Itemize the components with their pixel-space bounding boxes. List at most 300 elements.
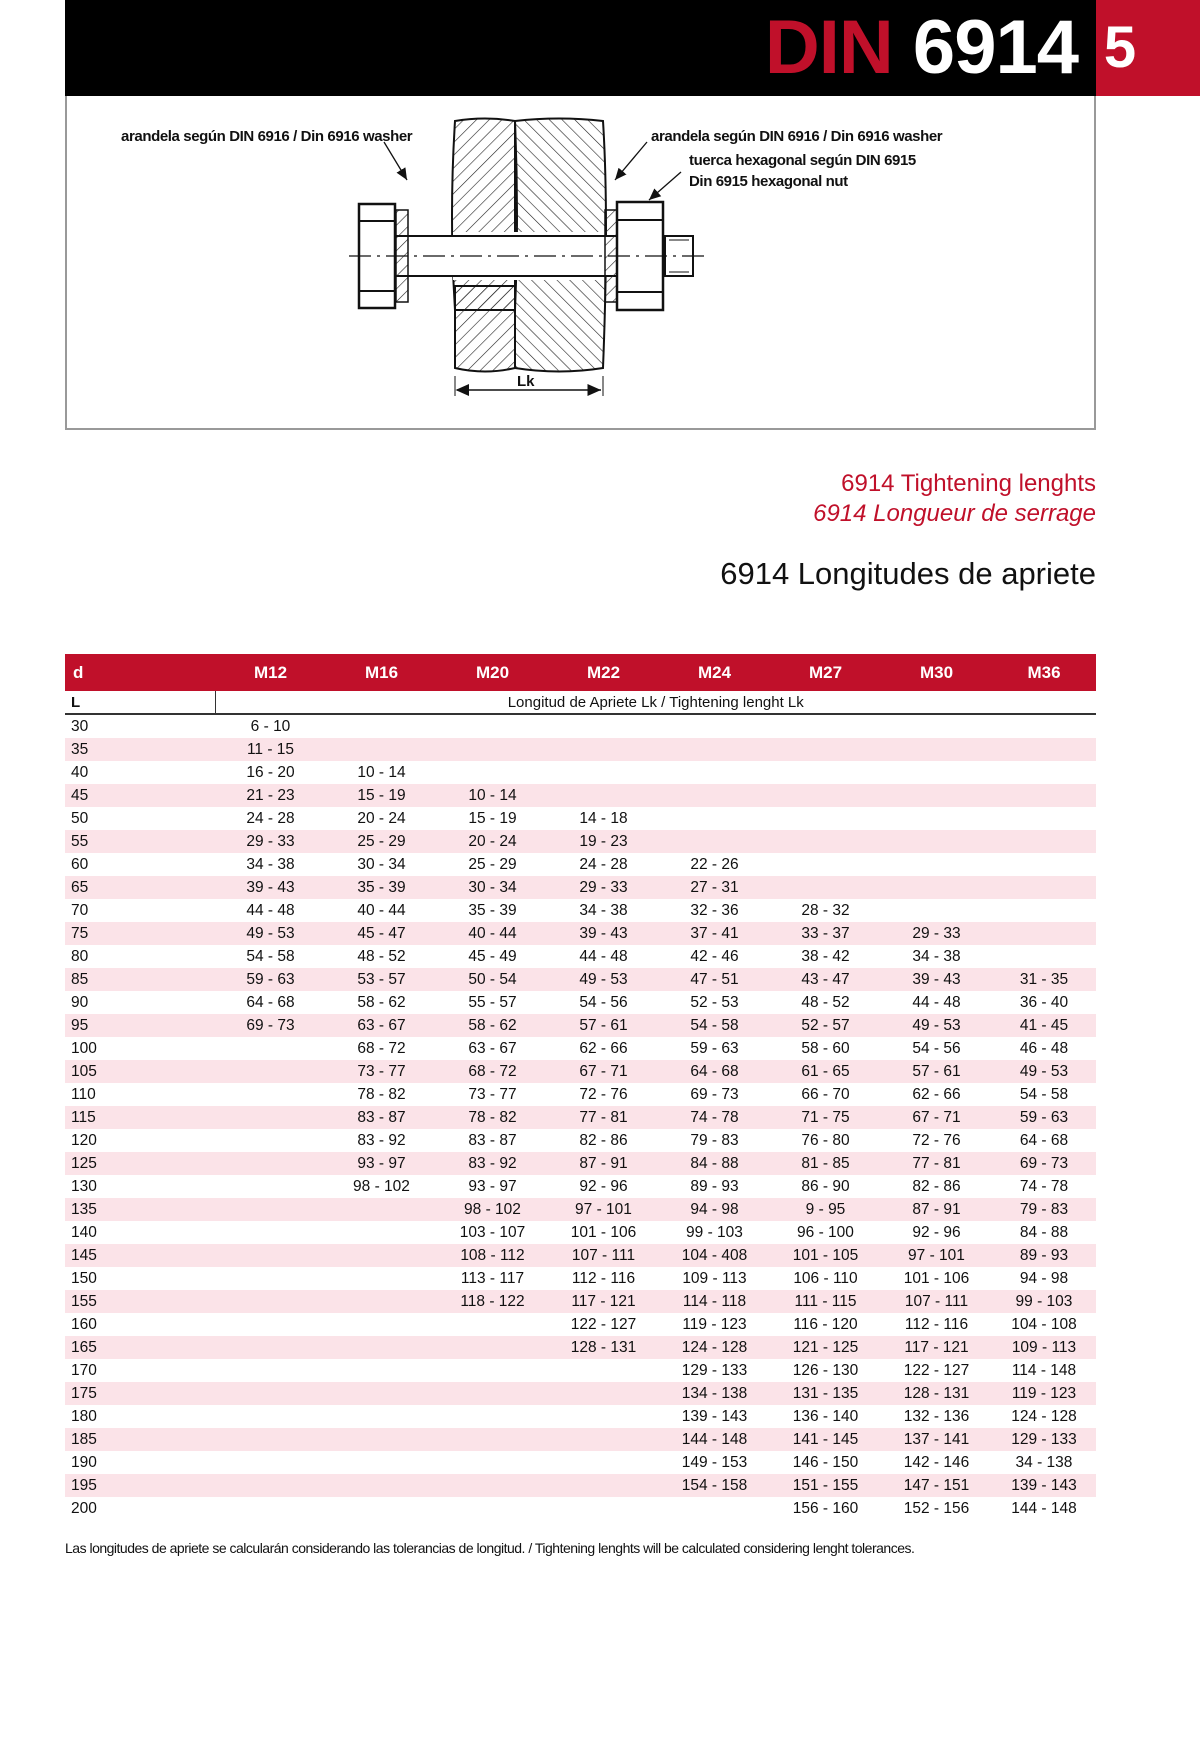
table-row [65, 1060, 1096, 1083]
cell-m24: 129 - 133 [681, 1361, 748, 1379]
cell-m24: 149 - 153 [681, 1453, 748, 1471]
cell-length-l: 150 [71, 1269, 97, 1287]
table-row [65, 1451, 1096, 1474]
cell-m16: 10 - 14 [357, 763, 406, 781]
cell-m30: 122 - 127 [903, 1361, 970, 1379]
cell-m36 [992, 830, 1096, 853]
header-d: d [65, 654, 215, 691]
cell-length-l: 65 [65, 876, 215, 899]
cell-m24: 52 - 53 [690, 993, 739, 1011]
cell-m16 [326, 1474, 437, 1497]
cell-m16: 83 - 87 [326, 1106, 437, 1129]
cell-m24: 59 - 63 [690, 1039, 739, 1057]
cell-length-l: 80 [71, 947, 89, 965]
table-row [65, 1336, 1096, 1359]
table-row [65, 1382, 1096, 1405]
cell-m30: 128 - 131 [881, 1382, 992, 1405]
cell-m16 [326, 1428, 437, 1451]
cell-m27: 61 - 65 [770, 1060, 881, 1083]
cell-length-l: 90 [71, 993, 89, 1011]
table-row [65, 830, 1096, 853]
cell-m36: 104 - 108 [1011, 1315, 1077, 1333]
cell-m30: 82 - 86 [912, 1177, 961, 1195]
cell-m20: 10 - 14 [437, 784, 548, 807]
cell-length-l: 85 [65, 968, 215, 991]
cell-m27: 33 - 37 [770, 922, 881, 945]
cell-m16 [326, 1313, 437, 1336]
cell-m24: 84 - 88 [659, 1152, 770, 1175]
cell-m30: 147 - 151 [881, 1474, 992, 1497]
table-row [65, 1497, 1096, 1520]
cell-length-l: 160 [71, 1315, 97, 1333]
table-row [65, 1106, 1096, 1129]
cell-m20 [437, 1405, 548, 1428]
cell-m36: 84 - 88 [1019, 1223, 1069, 1241]
cell-m36 [992, 761, 1096, 784]
cell-m24: 74 - 78 [659, 1106, 770, 1129]
cell-m24: 104 - 408 [659, 1244, 770, 1267]
cell-m36: 129 - 133 [992, 1428, 1096, 1451]
cell-length-l: 200 [71, 1499, 97, 1517]
cell-m30: 49 - 53 [881, 1014, 992, 1037]
cell-m30: 152 - 156 [903, 1499, 970, 1517]
cell-m12 [215, 1198, 326, 1221]
cell-m36: 144 - 148 [1011, 1499, 1077, 1517]
section-tab [1096, 0, 1200, 96]
cell-m27: 9 - 95 [770, 1198, 881, 1221]
table-row [65, 876, 1096, 899]
cell-m16: 20 - 24 [357, 809, 406, 827]
cell-m36: 94 - 98 [1019, 1269, 1069, 1287]
cell-m30: 132 - 136 [903, 1407, 970, 1425]
table-row [65, 1474, 1096, 1497]
cell-m16: 45 - 47 [326, 922, 437, 945]
title-din: DIN [764, 5, 893, 90]
cell-m22 [548, 1474, 659, 1497]
cell-m20: 55 - 57 [468, 993, 517, 1011]
cell-length-l: 145 [65, 1244, 215, 1267]
header-m36: M36 [992, 654, 1096, 691]
cell-m22: 44 - 48 [579, 947, 628, 965]
cell-m22: 122 - 127 [570, 1315, 637, 1333]
cell-m12 [215, 1175, 326, 1198]
cell-m22: 97 - 101 [548, 1198, 659, 1221]
cell-m30: 34 - 38 [912, 947, 961, 965]
cell-m30 [881, 714, 992, 738]
cell-length-l: 35 [65, 738, 215, 761]
cell-m16: 63 - 67 [326, 1014, 437, 1037]
cell-m12 [215, 1060, 326, 1083]
header-m27: M27 [770, 654, 881, 691]
cell-m20 [437, 761, 548, 784]
section-number: 5 [1103, 15, 1137, 80]
cell-m24: 47 - 51 [659, 968, 770, 991]
cell-m12 [215, 1474, 326, 1497]
cell-m12: 29 - 33 [215, 830, 326, 853]
cell-m12: 69 - 73 [215, 1014, 326, 1037]
cell-m20: 30 - 34 [437, 876, 548, 899]
cell-m20 [437, 1497, 548, 1520]
cell-m20: 118 - 122 [437, 1290, 548, 1313]
cell-m30: 92 - 96 [912, 1223, 961, 1241]
cell-m36 [992, 714, 1096, 738]
cell-m20: 98 - 102 [437, 1198, 548, 1221]
table-row [65, 1152, 1096, 1175]
cell-m20: 58 - 62 [437, 1014, 548, 1037]
cell-m20: 108 - 112 [437, 1244, 548, 1267]
cell-m22: 101 - 106 [570, 1223, 637, 1241]
cell-m27: 151 - 155 [770, 1474, 881, 1497]
cell-m36: 31 - 35 [992, 968, 1096, 991]
table-row [65, 1037, 1096, 1060]
cell-length-l: 40 [71, 763, 89, 781]
header-m12: M12 [215, 654, 326, 691]
cell-m36 [992, 784, 1096, 807]
cell-m12 [215, 1405, 326, 1428]
cell-m20 [437, 1359, 548, 1382]
cell-m16 [326, 1405, 437, 1428]
cell-m24 [659, 807, 770, 830]
cell-m16: 53 - 57 [326, 968, 437, 991]
cell-length-l: 60 [71, 855, 89, 873]
dimension-lk-label: Lk [517, 373, 535, 390]
cell-m24: 69 - 73 [690, 1085, 739, 1103]
cell-length-l: 100 [71, 1039, 97, 1057]
table-subheader-row [65, 691, 1096, 714]
title-spanish: 6914 Longitudes de apriete [720, 556, 1096, 591]
cell-m22 [548, 1382, 659, 1405]
cell-m24: 27 - 31 [659, 876, 770, 899]
header-m16: M16 [326, 654, 437, 691]
header-m22: M22 [548, 654, 659, 691]
header-band [65, 0, 1096, 96]
cell-m30: 77 - 81 [881, 1152, 992, 1175]
cell-m24: 32 - 36 [690, 901, 739, 919]
cell-m22 [548, 1428, 659, 1451]
cell-m30 [881, 784, 992, 807]
cell-m24: 37 - 41 [659, 922, 770, 945]
cell-length-l: 175 [65, 1382, 215, 1405]
cell-m12 [215, 1083, 326, 1106]
table-row [65, 1290, 1096, 1313]
cell-m16 [326, 1221, 437, 1244]
cell-m36: 79 - 83 [992, 1198, 1096, 1221]
cell-m20 [437, 1313, 548, 1336]
cell-m24 [659, 784, 770, 807]
cell-m12 [215, 1359, 326, 1382]
leader-left-washer [384, 142, 407, 180]
cell-m16: 48 - 52 [357, 947, 406, 965]
cell-m12: 24 - 28 [246, 809, 295, 827]
cell-m16: 93 - 97 [326, 1152, 437, 1175]
cell-m36: 46 - 48 [1019, 1039, 1069, 1057]
cell-m20: 103 - 107 [459, 1223, 526, 1241]
plate-left [452, 119, 517, 311]
cell-m22: 24 - 28 [579, 855, 628, 873]
cell-m12 [215, 1037, 326, 1060]
cell-m16: 68 - 72 [357, 1039, 406, 1057]
cell-m24 [659, 830, 770, 853]
cell-m27 [770, 738, 881, 761]
cell-m16 [326, 1451, 437, 1474]
cell-m24: 94 - 98 [659, 1198, 770, 1221]
callout-left-washer: arandela según DIN 6916 / Din 6916 washer [121, 128, 413, 145]
cell-m12: 39 - 43 [215, 876, 326, 899]
cell-m36: 139 - 143 [992, 1474, 1096, 1497]
table-header-row [65, 654, 1096, 691]
cell-m30: 117 - 121 [881, 1336, 992, 1359]
cell-m16: 78 - 82 [357, 1085, 406, 1103]
cell-length-l: 75 [65, 922, 215, 945]
cell-m24: 99 - 103 [686, 1223, 743, 1241]
cell-m36 [992, 807, 1096, 830]
cell-m27 [770, 876, 881, 899]
cell-m27: 48 - 52 [801, 993, 850, 1011]
cell-m22: 39 - 43 [548, 922, 659, 945]
cell-length-l: 195 [65, 1474, 215, 1497]
cell-m20: 15 - 19 [468, 809, 517, 827]
cell-m30: 29 - 33 [881, 922, 992, 945]
cell-m24: 54 - 58 [659, 1014, 770, 1037]
cell-m20: 40 - 44 [437, 922, 548, 945]
cell-m16: 58 - 62 [357, 993, 406, 1011]
title-french: 6914 Longueur de serrage [813, 500, 1096, 527]
leader-right-washer [615, 142, 647, 180]
cell-m12 [215, 1267, 326, 1290]
cell-m20 [437, 714, 548, 738]
cell-length-l: 135 [65, 1198, 215, 1221]
cell-length-l: 155 [65, 1290, 215, 1313]
cell-m30: 97 - 101 [881, 1244, 992, 1267]
cell-length-l: 125 [65, 1152, 215, 1175]
cell-m20 [437, 1382, 548, 1405]
cell-m16: 98 - 102 [353, 1177, 410, 1195]
cell-m20: 35 - 39 [468, 901, 517, 919]
cell-m27: 156 - 160 [792, 1499, 859, 1517]
cell-m22 [548, 738, 659, 761]
title-number: 6914 [912, 5, 1078, 90]
cell-m24: 119 - 123 [682, 1315, 747, 1333]
cell-m22: 29 - 33 [548, 876, 659, 899]
cell-m30 [881, 761, 992, 784]
cell-m16 [326, 1267, 437, 1290]
cell-m16: 25 - 29 [326, 830, 437, 853]
cell-m22: 77 - 81 [548, 1106, 659, 1129]
cell-length-l: 130 [71, 1177, 97, 1195]
cell-m22 [548, 714, 659, 738]
cell-m22: 72 - 76 [579, 1085, 628, 1103]
cell-m24: 22 - 26 [690, 855, 739, 873]
cell-m20: 113 - 117 [460, 1269, 525, 1287]
cell-m36 [992, 922, 1096, 945]
cell-m27: 58 - 60 [801, 1039, 850, 1057]
table-row [65, 807, 1096, 830]
cell-m24: 134 - 138 [659, 1382, 770, 1405]
cell-m36 [992, 899, 1096, 922]
table-row [65, 1313, 1096, 1336]
cell-m36 [992, 853, 1096, 876]
cell-length-l: 165 [65, 1336, 215, 1359]
cell-m30: 57 - 61 [881, 1060, 992, 1083]
cell-m36: 59 - 63 [992, 1106, 1096, 1129]
cell-m27: 76 - 80 [801, 1131, 850, 1149]
cell-length-l: 120 [71, 1131, 97, 1149]
cell-m24: 124 - 128 [659, 1336, 770, 1359]
tightening-length-table [65, 654, 1096, 1520]
cell-m36: 54 - 58 [1019, 1085, 1069, 1103]
table-row [65, 922, 1096, 945]
title-english: 6914 Tightening lenghts [841, 470, 1096, 497]
cell-length-l: 185 [65, 1428, 215, 1451]
plate-left-lower [455, 286, 515, 372]
cell-m12 [215, 1497, 326, 1520]
table-row [65, 784, 1096, 807]
cell-m20: 63 - 67 [468, 1039, 517, 1057]
cell-m22: 117 - 121 [548, 1290, 659, 1313]
cell-m16 [326, 1244, 437, 1267]
cell-m36: 64 - 68 [1019, 1131, 1069, 1149]
cell-m20: 93 - 97 [468, 1177, 517, 1195]
cell-m27 [770, 853, 881, 876]
table-row [65, 1014, 1096, 1037]
cell-m22: 62 - 66 [579, 1039, 628, 1057]
cell-m20: 73 - 77 [468, 1085, 517, 1103]
cell-m24: 114 - 118 [659, 1290, 770, 1313]
table-row [65, 945, 1096, 968]
cell-m12 [215, 1106, 326, 1129]
table-row [65, 761, 1096, 784]
cell-m22: 57 - 61 [548, 1014, 659, 1037]
cell-length-l: 180 [71, 1407, 97, 1425]
table-row [65, 714, 1096, 738]
cell-m36 [992, 738, 1096, 761]
cell-m12: 54 - 58 [246, 947, 295, 965]
cell-m12 [215, 1451, 326, 1474]
cell-m16: 83 - 92 [357, 1131, 406, 1149]
cell-m12: 34 - 38 [246, 855, 295, 873]
cell-m27: 111 - 115 [770, 1290, 881, 1313]
cell-m22: 112 - 116 [571, 1269, 636, 1287]
cell-m36: 89 - 93 [992, 1244, 1096, 1267]
cell-length-l: 50 [71, 809, 89, 827]
cell-m12 [215, 1313, 326, 1336]
cell-m16: 35 - 39 [326, 876, 437, 899]
table-row [65, 991, 1096, 1014]
subheader-l: L [65, 691, 215, 714]
cell-m24: 154 - 158 [659, 1474, 770, 1497]
cell-m22 [548, 1359, 659, 1382]
bolt-assembly-drawing [67, 96, 1098, 430]
cell-m16 [326, 738, 437, 761]
cell-m16 [326, 1336, 437, 1359]
cell-length-l: 170 [71, 1361, 97, 1379]
cell-m24: 42 - 46 [690, 947, 739, 965]
table-row [65, 1405, 1096, 1428]
cell-m24 [659, 761, 770, 784]
table-row [65, 738, 1096, 761]
cell-m24: 139 - 143 [681, 1407, 748, 1425]
cell-m30: 54 - 56 [912, 1039, 961, 1057]
table-row [65, 1175, 1096, 1198]
cell-m12 [215, 1152, 326, 1175]
cell-m12 [215, 1336, 326, 1359]
cell-m22: 67 - 71 [548, 1060, 659, 1083]
cell-m20: 25 - 29 [468, 855, 517, 873]
cell-m30: 62 - 66 [912, 1085, 961, 1103]
cell-m12 [215, 1382, 326, 1405]
cell-m36 [992, 945, 1096, 968]
cell-m16 [326, 714, 437, 738]
cell-m22: 107 - 111 [548, 1244, 659, 1267]
table-row [65, 853, 1096, 876]
cell-m27: 126 - 130 [792, 1361, 859, 1379]
cell-m27: 146 - 150 [792, 1453, 859, 1471]
cell-m12 [215, 1221, 326, 1244]
cell-m27: 101 - 105 [770, 1244, 881, 1267]
header-m30: M30 [881, 654, 992, 691]
cell-m27: 141 - 145 [770, 1428, 881, 1451]
cell-m30: 39 - 43 [881, 968, 992, 991]
cell-m27: 66 - 70 [801, 1085, 850, 1103]
cell-m27: 52 - 57 [770, 1014, 881, 1037]
cell-m30: 44 - 48 [912, 993, 961, 1011]
cell-m22: 34 - 38 [579, 901, 628, 919]
cell-m30: 137 - 141 [881, 1428, 992, 1451]
footnote: Las longitudes de apriete se calcularán considerando las tolerancias de longitud. / Tightening lenghts will be calculated considering lenght tolerances. [65, 1540, 915, 1556]
cell-m30 [881, 830, 992, 853]
leader-nut [649, 172, 681, 200]
cell-m20 [437, 1451, 548, 1474]
cell-m30 [881, 876, 992, 899]
cell-m12: 44 - 48 [246, 901, 295, 919]
callout-nut-line2: Din 6915 hexagonal nut [689, 173, 848, 190]
cell-m16: 73 - 77 [326, 1060, 437, 1083]
cell-m16 [326, 1290, 437, 1313]
cell-m27 [770, 784, 881, 807]
cell-m22: 14 - 18 [579, 809, 628, 827]
cell-m12: 16 - 20 [246, 763, 295, 781]
cell-m27 [770, 761, 881, 784]
cell-m30 [881, 899, 992, 922]
cell-length-l: 105 [65, 1060, 215, 1083]
cell-m24 [659, 738, 770, 761]
cell-length-l: 140 [71, 1223, 97, 1241]
cell-m12 [215, 1428, 326, 1451]
table-row [65, 1221, 1096, 1244]
cell-m12: 64 - 68 [246, 993, 295, 1011]
cell-m22: 49 - 53 [548, 968, 659, 991]
cell-m16 [326, 1359, 437, 1382]
cell-m27: 106 - 110 [793, 1269, 858, 1287]
cell-m24 [659, 714, 770, 738]
cell-m36: 49 - 53 [992, 1060, 1096, 1083]
cell-m20: 83 - 92 [437, 1152, 548, 1175]
cell-m20: 78 - 82 [437, 1106, 548, 1129]
cell-m22 [548, 761, 659, 784]
cell-m27: 121 - 125 [770, 1336, 881, 1359]
cell-m27: 28 - 32 [801, 901, 850, 919]
cell-length-l: 70 [71, 901, 89, 919]
cell-m30: 112 - 116 [904, 1315, 969, 1333]
cell-m20: 83 - 87 [468, 1131, 517, 1149]
cell-m12 [215, 1290, 326, 1313]
cell-m27: 38 - 42 [801, 947, 850, 965]
cell-m20 [437, 738, 548, 761]
cell-m27: 116 - 120 [793, 1315, 858, 1333]
table-row [65, 1129, 1096, 1152]
cell-m36: 109 - 113 [992, 1336, 1096, 1359]
cell-m36: 41 - 45 [992, 1014, 1096, 1037]
